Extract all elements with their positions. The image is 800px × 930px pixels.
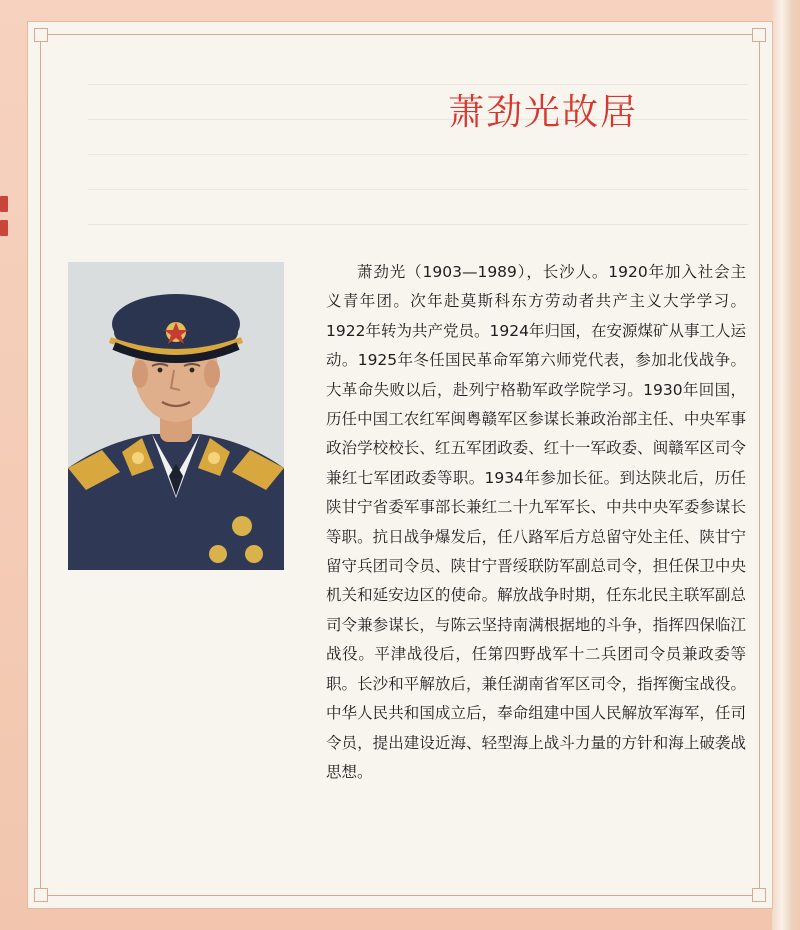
corner-ornament-bottom-right: [752, 888, 766, 902]
portrait-photo: [68, 262, 284, 570]
portrait-illustration: [68, 262, 284, 570]
page: [28, 22, 772, 908]
page-title: 萧劲光故居: [448, 92, 639, 133]
biography-text: 萧劲光（1903—1989），长沙人。1920年加入社会主义青年团。次年赴莫斯科东方劳动者共产主义大学学习。1922年转为共产党员。1924年归国，在安源煤矿从事工人运动。1925年冬任国民革命军第六师党代表，参加北伐战争。大革命失败以后，赴列宁格勒军政学院学习。1930年回国，历任中国工农红军闽粤赣军区参谋长兼政治部主任、中央军事政治学校校长、红五军团政委、红十一军政委、闽赣军区司令兼红七军团政委等职。1934年参加长征。到达陕北后，历任陕甘宁省委军事部长兼红二十九军军长、中共中央军委参谋长等职。抗日战争爆发后，任八路军后方总留守处主任、陕甘宁留守兵团司令员、陕甘宁晋绥联防军副总司令，担任保卫中央机关和延安边区的使命。解放战争时期，任东北民主联军副总司令兼参谋长，与陈云坚持南满根据地的斗争，指挥四保临江战役。平津战役后，任第四野战军十二兵团司令员兼政委等职。长沙和平解放后，兼任湖南省军区司令，指挥衡宝战役。中华人民共和国成立后，奉命组建中国人民解放军海军，任司令员，提出建设近海、轻型海上战斗力量的方针和海上破袭战思想。: [326, 263, 746, 781]
corner-ornament-top-right: [752, 28, 766, 42]
edge-marks: [0, 196, 8, 248]
book-spine: [772, 0, 800, 930]
corner-ornament-bottom-left: [34, 888, 48, 902]
corner-ornament-top-left: [34, 28, 48, 42]
